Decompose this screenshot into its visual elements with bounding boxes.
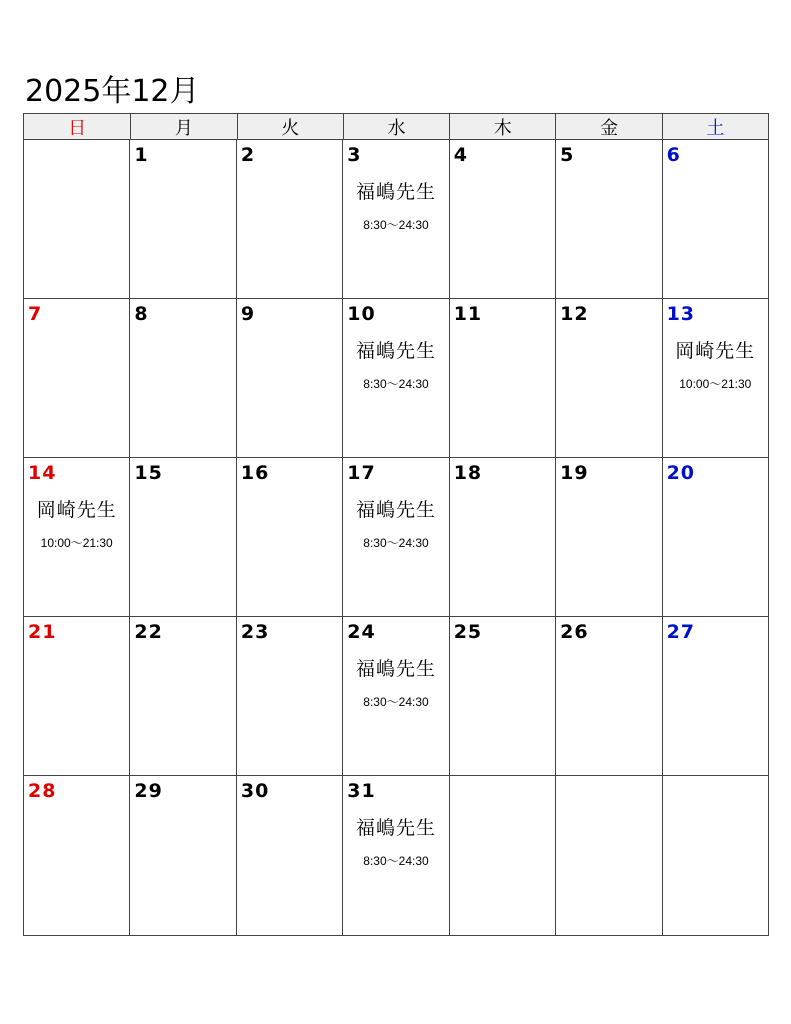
day-cell[interactable] [449, 140, 555, 299]
day-cell[interactable] [342, 776, 448, 935]
day-cell[interactable] [342, 458, 448, 617]
day-number: 14 [28, 462, 57, 484]
event-name: 岡崎先生 [36, 499, 117, 521]
day-cell[interactable] [23, 776, 129, 935]
event-time: 8:30〜24:30 [363, 377, 429, 391]
day-number: 31 [347, 780, 376, 802]
day-cell[interactable] [236, 299, 342, 458]
event[interactable] [343, 657, 448, 710]
event-time: 10:00〜21:30 [679, 377, 752, 391]
weekday-sun: 日 [68, 118, 87, 139]
day-cell[interactable] [129, 776, 235, 935]
day-cell[interactable] [342, 299, 448, 458]
event-name: 福嶋先生 [355, 499, 436, 521]
calendar [23, 113, 769, 935]
day-number: 19 [560, 462, 589, 484]
day-cell[interactable] [555, 140, 661, 299]
page-title: 2025年12月 [25, 74, 200, 109]
weekday-wed: 水 [343, 114, 449, 140]
day-number: 17 [347, 462, 376, 484]
day-cell[interactable] [662, 140, 768, 299]
day-number: 7 [28, 303, 43, 325]
day-cell[interactable] [23, 617, 129, 776]
weekday-sat: 土 [662, 114, 768, 140]
weekday-header [23, 113, 769, 140]
day-cell[interactable] [555, 617, 661, 776]
weekday-fri: 金 [555, 114, 661, 140]
day-number: 9 [240, 303, 256, 325]
day-cell[interactable] [449, 617, 555, 776]
event[interactable] [343, 498, 448, 551]
day-cell[interactable] [662, 299, 768, 458]
day-number: 24 [347, 621, 376, 643]
day-cell[interactable] [236, 776, 342, 935]
day-number: 11 [453, 303, 483, 325]
event[interactable] [343, 816, 448, 869]
event[interactable] [24, 498, 129, 551]
day-cell[interactable] [23, 458, 129, 617]
day-number: 23 [240, 621, 270, 643]
day-number: 16 [240, 462, 270, 484]
day-number: 2 [240, 144, 256, 166]
day-number: 10 [347, 303, 376, 325]
day-cell[interactable] [236, 140, 342, 299]
weekday-mon: 月 [130, 114, 236, 140]
day-number: 13 [666, 303, 696, 325]
event-name: 福嶋先生 [355, 817, 436, 839]
event[interactable] [343, 180, 448, 233]
day-number: 28 [28, 780, 57, 802]
day-cell[interactable] [236, 617, 342, 776]
day-cell[interactable] [129, 140, 235, 299]
day-cell[interactable] [662, 458, 768, 617]
day-number: 15 [134, 462, 163, 484]
day-number: 21 [28, 621, 57, 643]
calendar-grid [23, 140, 769, 936]
event-time: 10:00〜21:30 [40, 536, 113, 550]
day-cell[interactable] [662, 776, 768, 935]
day-cell[interactable] [129, 299, 235, 458]
event-name: 福嶋先生 [355, 181, 436, 203]
day-number: 27 [666, 621, 696, 643]
weekday-thu: 木 [449, 114, 555, 140]
day-cell[interactable] [342, 617, 448, 776]
event-time: 8:30〜24:30 [363, 695, 429, 709]
day-cell[interactable] [342, 140, 448, 299]
event[interactable] [663, 339, 768, 392]
day-cell[interactable] [555, 299, 661, 458]
day-cell[interactable] [555, 458, 661, 617]
weekday-tue: 火 [237, 114, 343, 140]
day-cell[interactable] [236, 458, 342, 617]
day-number: 30 [240, 780, 270, 802]
day-cell[interactable] [23, 140, 129, 299]
event-time: 8:30〜24:30 [363, 218, 429, 232]
day-number: 8 [134, 303, 149, 325]
day-cell[interactable] [129, 617, 235, 776]
event-name: 福嶋先生 [355, 658, 436, 680]
day-number: 22 [134, 621, 163, 643]
day-cell[interactable] [129, 458, 235, 617]
day-number: 4 [453, 144, 468, 166]
day-number: 5 [560, 144, 575, 166]
day-number: 3 [347, 144, 362, 166]
day-cell[interactable] [555, 776, 661, 935]
day-number: 20 [666, 462, 696, 484]
day-cell[interactable] [449, 458, 555, 617]
day-number: 25 [453, 621, 483, 643]
day-number: 29 [134, 780, 163, 802]
event[interactable] [343, 339, 448, 392]
day-cell[interactable] [662, 617, 768, 776]
day-number: 18 [453, 462, 483, 484]
event-time: 8:30〜24:30 [363, 536, 429, 550]
day-cell[interactable] [23, 299, 129, 458]
day-cell[interactable] [449, 776, 555, 935]
day-cell[interactable] [449, 299, 555, 458]
event-name: 岡崎先生 [675, 340, 756, 362]
event-time: 8:30〜24:30 [363, 854, 429, 868]
day-number: 26 [560, 621, 589, 643]
day-number: 12 [560, 303, 589, 325]
day-number: 1 [134, 144, 149, 166]
event-name: 福嶋先生 [355, 340, 436, 362]
day-number: 6 [666, 144, 681, 166]
